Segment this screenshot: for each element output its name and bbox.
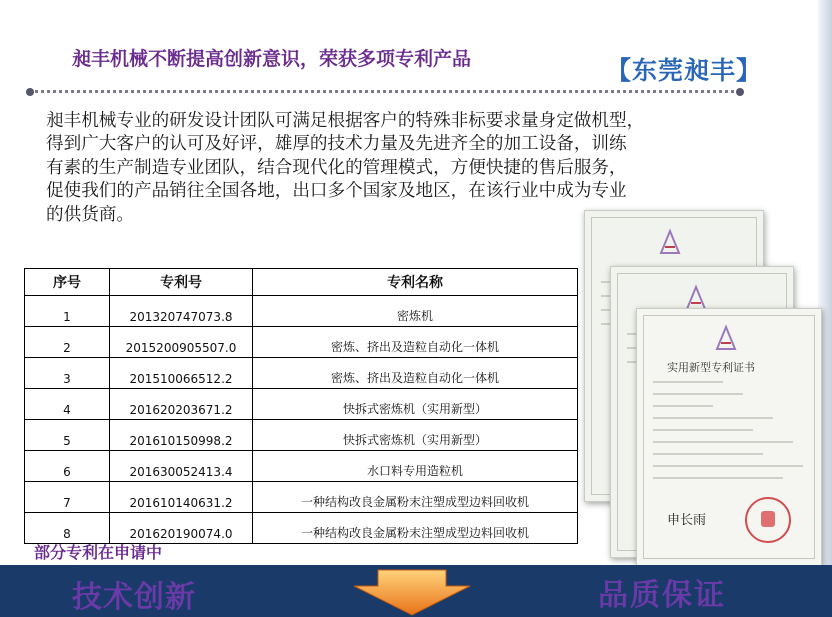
- table-row: [25, 420, 578, 451]
- intro-line: 的供货商。: [46, 204, 134, 225]
- cell-number: 201620203671.2: [110, 389, 253, 420]
- patent-emblem-icon: [711, 323, 741, 353]
- cell-name: 一种结构改良金属粉末注塑成型边料回收机: [253, 482, 578, 513]
- director-signature: 申长雨: [667, 513, 707, 528]
- divider-dot-right: [736, 88, 744, 96]
- cell-name: 水口料专用造粒机: [253, 451, 578, 482]
- cell-no: 8: [25, 513, 110, 544]
- intro-line: 有素的生产制造专业团队，结合现代化的管理模式，方便快捷的售后服务，: [46, 157, 627, 178]
- footer-slogan-right: 品质保证: [598, 578, 726, 613]
- cell-no: 3: [25, 358, 110, 389]
- cell-number: 201620190074.0: [110, 513, 253, 544]
- cell-name: 密炼、挤出及造粒自动化一体机: [253, 327, 578, 358]
- intro-line: 促使我们的产品销往全国各地，出口多个国家及地区，在该行业中成为专业: [46, 181, 627, 202]
- cell-number: 201610150998.2: [110, 420, 253, 451]
- cell-no: 7: [25, 482, 110, 513]
- cell-no: 1: [25, 296, 110, 327]
- page-headline: 昶丰机械不断提高创新意识，荣获多项专利产品: [72, 48, 472, 70]
- patent-emblem-icon: [655, 227, 685, 257]
- cell-number: 201630052413.4: [110, 451, 253, 482]
- cell-name: 一种结构改良金属粉末注塑成型边料回收机: [253, 513, 578, 544]
- official-red-seal-icon: [745, 497, 791, 543]
- pending-patents-note: 部分专利在申请中: [34, 543, 163, 562]
- intro-line: 昶丰机械专业的研发设计团队可满足根据客户的特殊非标要求量身定做机型，: [46, 111, 645, 131]
- cell-no: 2: [25, 327, 110, 358]
- intro-line: 得到广大客户的认可及好评，雄厚的技术力量及先进齐全的加工设备，训练: [46, 134, 627, 155]
- table-row: [25, 513, 578, 544]
- cell-no: 4: [25, 389, 110, 420]
- cell-no: 5: [25, 420, 110, 451]
- table-row: [25, 296, 578, 327]
- cell-name: 快拆式密炼机（实用新型）: [253, 389, 578, 420]
- patent-table-header-row: [25, 269, 578, 296]
- dotted-divider: [28, 90, 742, 93]
- certificate-title: 实用新型专利证书: [667, 361, 755, 374]
- utility-model-certificate-image: [636, 308, 822, 566]
- cell-name: 快拆式密炼机（实用新型）: [253, 420, 578, 451]
- cell-number: 201610140631.2: [110, 482, 253, 513]
- footer-slogan-left: 技术创新: [72, 580, 196, 615]
- down-arrow-icon: [348, 568, 476, 617]
- col-header-no: 序号: [25, 269, 110, 296]
- table-row: [25, 358, 578, 389]
- cell-number: 2015200905507.0: [110, 327, 253, 358]
- cell-number: 201510066512.2: [110, 358, 253, 389]
- col-header-name: 专利名称: [253, 269, 578, 296]
- cell-number: 201320747073.8: [110, 296, 253, 327]
- divider-dot-left: [26, 88, 34, 96]
- table-row: [25, 327, 578, 358]
- brand-logo-text: 【东莞昶丰】: [606, 56, 763, 85]
- table-row: [25, 451, 578, 482]
- col-header-number: 专利号: [110, 269, 253, 296]
- patent-table: [24, 268, 578, 544]
- cell-name: 密炼、挤出及造粒自动化一体机: [253, 358, 578, 389]
- cell-no: 6: [25, 451, 110, 482]
- cell-name: 密炼机: [253, 296, 578, 327]
- table-row: [25, 389, 578, 420]
- table-row: [25, 482, 578, 513]
